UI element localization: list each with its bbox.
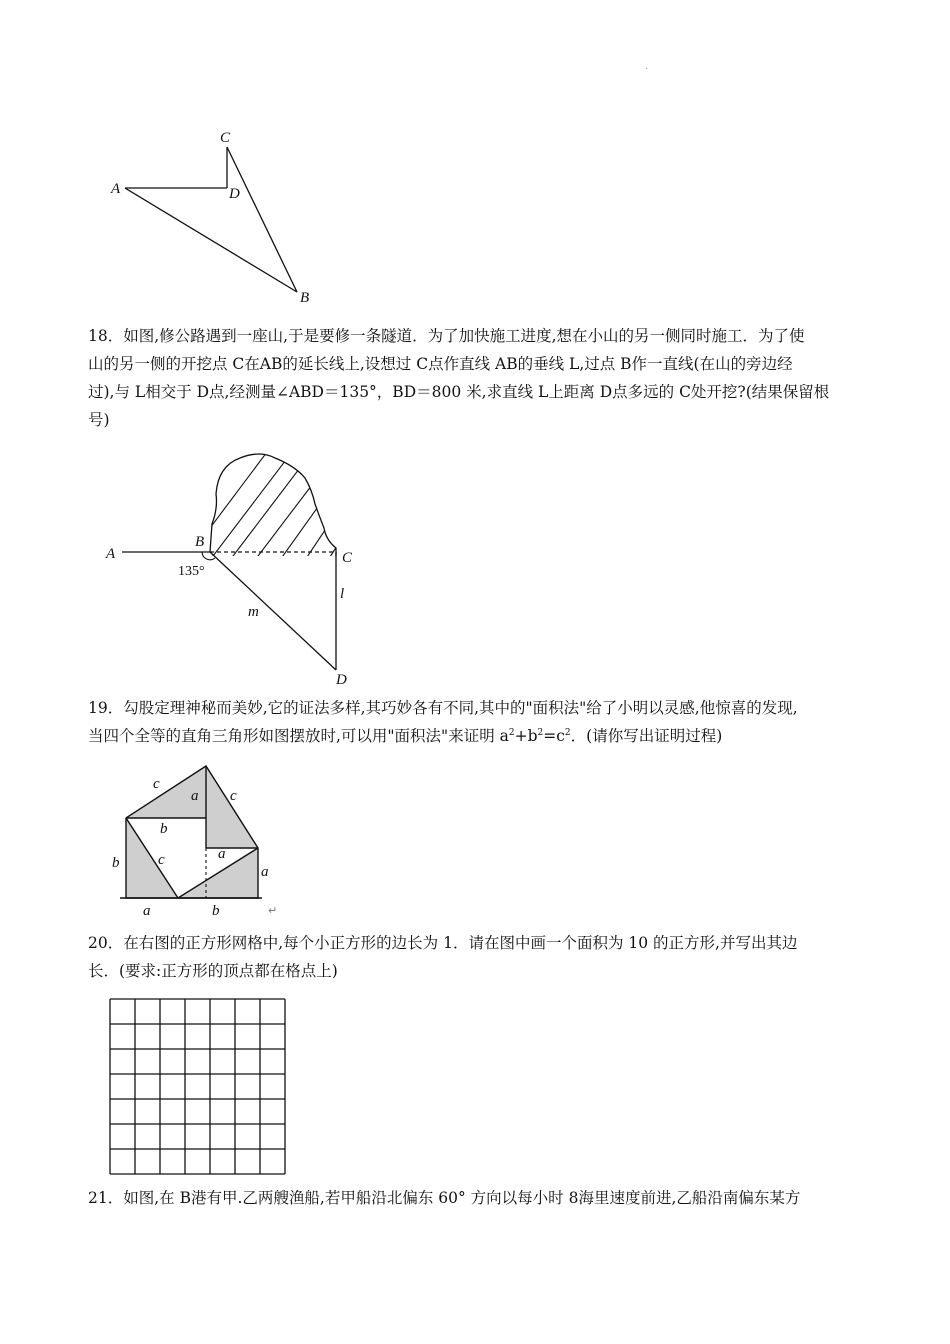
- question-20: [88, 929, 868, 985]
- question-20-line: 20．在右图的正方形网格中,每个小正方形的边长为 1．请在图中画一个面积为 10 的正方形,并写出其边: [88, 934, 798, 952]
- superscript: 2: [564, 727, 571, 738]
- label-c: c: [153, 776, 160, 792]
- question-18: [88, 322, 868, 434]
- label-c: c: [230, 788, 237, 804]
- label-a: A: [111, 181, 121, 197]
- line-m: [210, 552, 336, 670]
- question-18-line: 过),与 L相交于 D点,经测量∠ABD＝135°，BD＝800 米,求直线 L上距离 D点多远的 C处开挖?(结果保留根: [88, 383, 830, 401]
- square-grid: [108, 997, 288, 1175]
- label-b: B: [300, 290, 310, 306]
- return-mark: ↵: [268, 904, 278, 917]
- label-l: l: [340, 586, 345, 602]
- label-a: A: [106, 546, 116, 562]
- mountain-hatching: [210, 448, 380, 560]
- text-segment: =c: [543, 727, 565, 745]
- text-segment: +b: [514, 727, 538, 745]
- text-segment: ．(请你写出证明过程): [570, 727, 723, 745]
- question-19-line: 19．勾股定理神秘而美妙,它的证法多样,其巧妙各有不同,其中的"面积法"给了小明以灵感,他惊喜的发现,: [88, 699, 798, 717]
- figure-q19: [100, 760, 300, 920]
- figure-q18: [100, 448, 380, 693]
- question-19-line: [88, 722, 868, 750]
- label-a: a: [143, 903, 151, 919]
- label-a: a: [218, 846, 226, 862]
- question-19: [88, 694, 868, 750]
- label-b: b: [212, 903, 220, 919]
- label-a: a: [261, 864, 269, 880]
- question-18-line: 号): [88, 411, 110, 429]
- text-segment: 当四个全等的直角三角形如图摆放时,可以用"面积法"来证明 a: [88, 727, 509, 745]
- label-angle: 135°: [178, 564, 205, 579]
- question-21: [88, 1184, 868, 1212]
- page-mark: ·: [645, 64, 649, 75]
- label-m: m: [248, 604, 259, 620]
- label-b: B: [195, 534, 205, 550]
- superscript: 2: [537, 727, 544, 738]
- label-d: D: [229, 186, 240, 202]
- label-c: C: [342, 550, 353, 566]
- label-b: b: [112, 855, 120, 871]
- mountain-outline: [210, 454, 336, 556]
- label-d: D: [336, 672, 347, 688]
- figure-q17: [100, 120, 330, 310]
- label-c: C: [220, 130, 231, 146]
- superscript: 2: [508, 727, 515, 738]
- label-a: a: [191, 788, 199, 804]
- label-c: c: [158, 852, 165, 868]
- question-18-line: 18．如图,修公路遇到一座山,于是要修一条隧道．为了加快施工进度,想在小山的另一侧同时施工．为了使: [88, 327, 805, 345]
- label-b: b: [160, 821, 168, 837]
- question-21-line: 21．如图,在 B港有甲.乙两艘渔船,若甲船沿北偏东 60° 方向以每小时 8海里速度前进,乙船沿南偏东某方: [88, 1189, 801, 1207]
- question-20-line: 长．(要求:正方形的顶点都在格点上): [88, 962, 338, 980]
- question-18-line: 山的另一侧的开挖点 C在AB的延长线上,设想过 C点作直线 AB的垂线 L,过点 B作一直线(在山的旁边经: [88, 355, 793, 373]
